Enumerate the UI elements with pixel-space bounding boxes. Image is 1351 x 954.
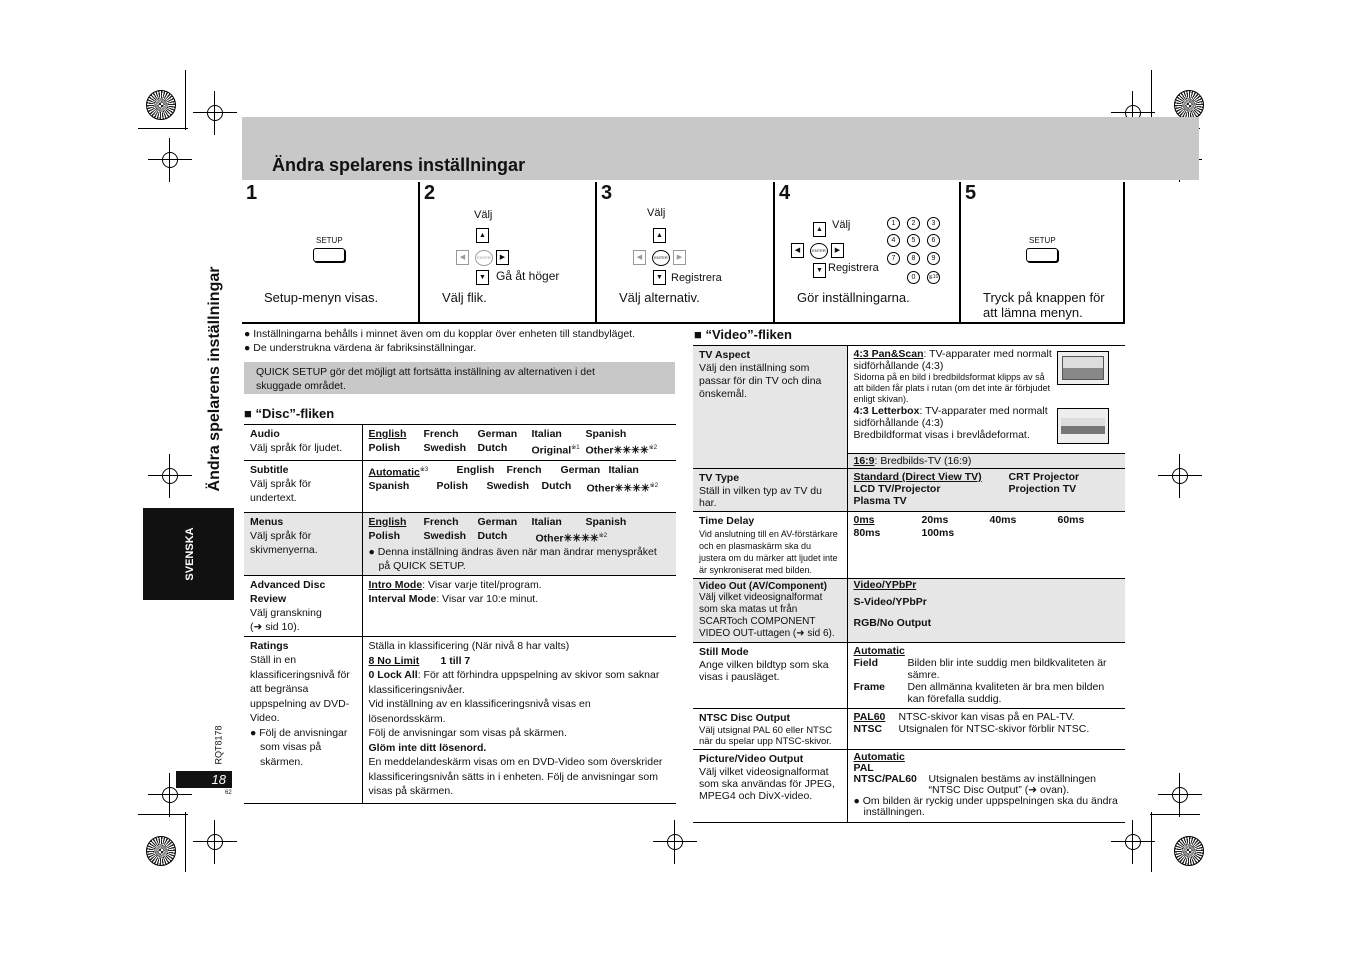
- option-value: French: [423, 428, 459, 440]
- setting-desc: Välj språk för undertext.: [250, 477, 312, 504]
- option-value: Polish: [368, 529, 401, 542]
- option-value: 8 No Limit: [368, 654, 420, 667]
- key-4-icon: 4: [887, 234, 900, 247]
- ntsc-output-row: [693, 709, 1125, 750]
- down-arrow-icon: ▼: [653, 270, 666, 285]
- setting-label: Advanced Disc: [250, 579, 326, 591]
- setup-label: SETUP: [1029, 236, 1056, 245]
- note-2: ● De understrukna värdena är fabriksinställningar.: [244, 342, 477, 354]
- option-value: Dutch: [541, 480, 572, 492]
- letterbox-illustration-icon: [1057, 408, 1109, 444]
- right-arrow-icon: ▶: [673, 250, 686, 265]
- crop-line: [138, 814, 188, 815]
- pan-scan-illustration-icon: [1057, 351, 1109, 385]
- option-value: Swedish: [423, 529, 467, 542]
- footnote-mark: ※2: [648, 445, 658, 451]
- page-sub-number: 62: [225, 790, 232, 796]
- side-label: Registrera: [828, 262, 879, 274]
- option-value: PAL: [853, 762, 874, 774]
- side-label: Gå åt höger: [496, 269, 560, 283]
- option-value: French: [423, 515, 459, 528]
- option-value: Field: [853, 657, 879, 669]
- option-value: Other✳✳✳✳: [586, 482, 650, 495]
- option-value: German: [560, 463, 601, 476]
- setting-label: Subtitle: [250, 463, 289, 476]
- down-arrow-icon: ▼: [813, 263, 826, 278]
- option-detail: Bredbildformat visas i brevlådeformat.: [853, 429, 1030, 441]
- up-arrow-icon: ▲: [653, 228, 666, 243]
- option-value: 4:3 Pan&Scan: [853, 348, 924, 360]
- key-0-icon: 0: [907, 271, 920, 284]
- setup-label: SETUP: [316, 236, 343, 245]
- footnote-mark: ※1: [571, 445, 580, 451]
- option-value: Original: [531, 444, 572, 457]
- step-4: [775, 182, 961, 324]
- option-value: German: [477, 428, 518, 440]
- step-number: 4: [779, 182, 791, 204]
- crosshair-mark: [1170, 785, 1190, 805]
- setting-desc: Välj utsignal PAL 60 eller NTSC när du spelar upp NTSC-skivor.: [699, 725, 833, 747]
- tv-aspect-row: [693, 346, 1125, 469]
- setting-desc: Välj granskning: [250, 607, 322, 619]
- crosshair-mark: [665, 832, 685, 852]
- crosshair-mark: [160, 466, 180, 486]
- crosshair-mark: [1123, 832, 1143, 852]
- option-value: Polish: [436, 480, 469, 492]
- page-header: [242, 117, 1199, 180]
- option-value: English: [368, 515, 407, 528]
- subtitle-row: [244, 460, 676, 512]
- option-value: S-Video/YPbPr: [853, 596, 927, 608]
- key-8-icon: 8: [907, 252, 920, 265]
- crop-line: [1151, 812, 1152, 872]
- left-arrow-icon: ◀: [633, 250, 646, 265]
- step-number: 5: [965, 182, 977, 204]
- option-value: 40ms: [989, 514, 1017, 526]
- option-desc: Bilden blir inte suddig men bildkvaliteten är sämre.: [907, 657, 1107, 681]
- footnote-mark: ※3: [419, 466, 429, 473]
- registration-rosette-tr: [1174, 90, 1204, 120]
- option-value: 20ms: [921, 514, 949, 526]
- video-out-row: [693, 579, 1125, 643]
- select-label: Välj: [832, 219, 851, 231]
- option-desc: : Visar var 10:e minut.: [436, 593, 539, 605]
- option-desc: : Visar varje titel/program.: [422, 579, 542, 591]
- option-value: 16:9: [853, 455, 875, 467]
- option-value: Automatic: [853, 645, 905, 657]
- option-value: Spanish: [368, 480, 410, 492]
- setup-button-icon: [1026, 248, 1058, 262]
- caption-line: att lämna menyn.: [983, 305, 1083, 320]
- crosshair-mark: [160, 785, 180, 805]
- option-desc: Utsignalen för NTSC-skivor förblir NTSC.: [898, 723, 1090, 735]
- option-detail: Sidorna på en bild i bredbildsformat klipps av så att bilden får plats i rutan (om det inte är förbjudet enligt skivan).: [853, 372, 1051, 404]
- step-1: [242, 182, 420, 324]
- left-arrow-icon: ◀: [456, 250, 469, 265]
- option-value: Spanish: [585, 515, 627, 528]
- option-value: Automatic: [368, 466, 420, 478]
- ratings-warning: Glöm inte ditt lösenord.: [368, 741, 487, 754]
- down-arrow-icon: ▼: [476, 270, 489, 285]
- step-number: 1: [246, 182, 258, 204]
- audio-row: [244, 425, 676, 461]
- setting-desc: Välj vilket videosignalformat som ska matas ut från SCARToch COMPONENT VIDEO OUT-uttagen (➜ sid 6).: [699, 592, 835, 639]
- setting-desc: Välj den inställning som passar för din TV och dina önskemål.: [699, 362, 822, 400]
- option-value: 0ms: [853, 514, 875, 526]
- option-desc: Den allmänna kvaliteten är bra men bilden kan förefalla suddig.: [907, 681, 1105, 705]
- right-arrow-icon: ▶: [831, 243, 844, 258]
- note-1: ● Inställningarna behålls i minnet även om du kopplar över enheten till standbyläget.: [244, 328, 636, 340]
- setting-label: Picture/Video Output: [699, 753, 804, 765]
- option-value: French: [506, 463, 542, 476]
- option-value: LCD TV/Projector: [853, 483, 941, 495]
- crop-line: [185, 812, 186, 872]
- option-value: Other✳✳✳✳: [535, 532, 599, 544]
- setting-desc: Ställ in en klassificeringsnivå för att begränsa uppspelning av DVD-Video.: [250, 654, 350, 724]
- option-value: Italian: [608, 463, 639, 476]
- option-desc: : Bredbilds-TV (16:9): [874, 455, 972, 467]
- option-value: Plasma TV: [853, 495, 907, 507]
- setting-label: TV Type: [699, 472, 740, 484]
- up-arrow-icon: ▲: [476, 228, 489, 243]
- option-value: 0 Lock All: [368, 669, 418, 681]
- page-title: Ändra spelarens inställningar: [272, 155, 526, 175]
- option-value: Italian: [531, 515, 562, 528]
- crop-line: [1150, 814, 1200, 815]
- select-label: Välj: [647, 207, 666, 219]
- setting-label: Ratings: [250, 640, 289, 652]
- enter-icon: ENTER: [652, 250, 670, 266]
- option-value: English: [368, 428, 407, 440]
- footnote-mark: ※2: [649, 483, 659, 489]
- step-caption: Välj flik.: [442, 290, 487, 305]
- key-10-icon: ≧10: [927, 271, 940, 284]
- key-5-icon: 5: [907, 234, 920, 247]
- setting-label: TV Aspect: [699, 349, 750, 361]
- option-value: Italian: [531, 428, 562, 440]
- tv-type-row: [693, 469, 1125, 512]
- registration-rosette-tl: [146, 90, 176, 120]
- option-desc: : För att förhindra uppspelning av skivor som saknar klassificeringsnivåer.: [368, 669, 660, 696]
- setting-desc: Vid anslutning till en AV-förstärkare och en plasmaskärm ska du justera om du märker att ljudet inte är synkroniserat med bilden.: [699, 529, 838, 575]
- step-caption: [983, 290, 1105, 320]
- step-5: [961, 182, 1125, 324]
- setting-label: Menus: [250, 515, 284, 528]
- right-arrow-icon: ▶: [496, 250, 509, 265]
- key-3-icon: 3: [927, 217, 940, 230]
- option-value: 60ms: [1057, 514, 1085, 526]
- ratings-text: Följ de anvisningar som visas på skärmen.: [368, 727, 567, 739]
- ratings-text: Vid inställning av en klassificeringsnivå visas en lösenordsskärm.: [368, 698, 591, 725]
- picture-output-row: Picture/Video Output Välj vilket videosignalformat som ska användas för JPEG, MPEG4 och DivX-video. Automatic PAL NTSC/PAL60 Utsignalen bestäms av inställningen “NTSC Disc Output” (➜ ovan). ● Om bilden är ryckig under uppspelningen ska du ändra inställningen.: [693, 750, 1125, 823]
- option-value: Dutch: [477, 529, 508, 542]
- step-caption: Gör inställningarna.: [797, 290, 910, 305]
- key-7-icon: 7: [887, 252, 900, 265]
- option-value: 1 till 7: [440, 654, 471, 667]
- setting-label: Time Delay: [699, 515, 755, 527]
- option-value: English: [456, 463, 495, 476]
- option-value: 4:3 Letterbox: [853, 405, 920, 417]
- ratings-text: En meddelandeskärm visas om en DVD-Video som överskrider klassificeringsnivån sätts in i enheten. Följ de anvisningar som visas på skärmen.: [368, 756, 663, 797]
- step-caption: Välj alternativ.: [619, 290, 700, 305]
- setting-label: Review: [250, 593, 287, 605]
- option-value: German: [477, 515, 518, 528]
- option-value: Frame: [853, 681, 886, 693]
- quick-setup-box: [244, 362, 675, 394]
- side-label: Registrera: [671, 272, 722, 284]
- option-value: Spanish: [585, 428, 627, 440]
- crosshair-mark: [205, 103, 225, 123]
- quick-setup-text: QUICK SETUP gör det möjligt att fortsätta inställning av alternativen i det: [256, 366, 595, 378]
- setting-note: Följ de anvisningar som visas på skärmen.: [259, 726, 348, 768]
- key-6-icon: 6: [927, 234, 940, 247]
- option-value: Intro Mode: [368, 579, 423, 591]
- video-settings-table: [693, 345, 1125, 823]
- disc-tab-heading: ■ “Disc”-fliken: [244, 406, 335, 421]
- option-value: Standard (Direct View TV): [853, 471, 982, 483]
- disc-settings-table: [244, 424, 676, 804]
- step-number: 3: [601, 182, 613, 204]
- side-title: Ändra spelarens inställningar: [206, 266, 223, 492]
- time-delay-row: [693, 512, 1125, 579]
- option-value: 100ms: [921, 527, 955, 539]
- language-tab: SVENSKA: [143, 508, 234, 600]
- option-value: Automatic: [853, 751, 905, 763]
- step-3: [597, 182, 775, 324]
- option-value: NTSC: [853, 723, 883, 735]
- page-number: 18: [176, 771, 232, 788]
- option-value: Video/YPbPr: [853, 579, 917, 591]
- setting-label: Still Mode: [699, 646, 749, 658]
- option-value: Interval Mode: [368, 593, 437, 605]
- up-arrow-icon: ▲: [813, 222, 826, 237]
- setting-note: Om bilden är ryckig under uppspelningen ska du ändra inställningen.: [862, 795, 1118, 818]
- review-row: [244, 576, 676, 637]
- crosshair-mark: [205, 832, 225, 852]
- left-arrow-icon: ◀: [791, 243, 804, 258]
- setting-desc: Ange vilken bildtyp som ska visas i pausläget.: [699, 659, 829, 683]
- setup-button-icon: [313, 248, 345, 262]
- crosshair-mark: [1170, 466, 1190, 486]
- crosshair-mark: [160, 150, 180, 170]
- option-desc: : TV-apparater med normalt sidförhållande (4:3): [853, 405, 1048, 429]
- setting-label: Video Out (AV/Component): [699, 581, 827, 592]
- still-mode-row: [693, 643, 1125, 709]
- setting-desc: Välj språk för skivmenyerna.: [250, 529, 318, 556]
- option-value: Dutch: [477, 442, 508, 454]
- key-1-icon: 1: [887, 217, 900, 230]
- select-label: Välj: [474, 209, 493, 221]
- footnote-mark: ※2: [598, 532, 608, 539]
- registration-rosette-br: [1174, 836, 1204, 866]
- option-desc: Utsignalen bestäms av inställningen “NTSC Disc Output” (➜ ovan).: [928, 773, 1097, 796]
- ratings-text: Ställa in klassificering (När nivå 8 har valts): [368, 640, 570, 652]
- crop-line: [138, 128, 188, 129]
- doc-code: RQT8178: [213, 725, 224, 765]
- setting-desc: Välj språk för ljudet.: [250, 442, 343, 454]
- setting-desc: Välj vilket videosignalformat som ska användas för JPEG, MPEG4 och DivX-video.: [699, 766, 835, 802]
- step-2: [420, 182, 597, 324]
- setting-desc: Ställ in vilken typ av TV du har.: [699, 485, 822, 509]
- option-value: Swedish: [423, 442, 467, 454]
- quick-setup-text: skuggade området.: [256, 380, 346, 392]
- option-value: Other✳✳✳✳: [585, 444, 649, 457]
- menus-row: Menus Välj språk för skivmenyerna. English French German Italian Spanish Polish Swedish Dutch Other✳✳✳✳$^{※2}$ ● Denna inställning ändras även när man ändrar menyspråket på QUICK SETUP.: [244, 512, 676, 576]
- option-value: 80ms: [853, 527, 881, 539]
- video-tab-heading: ■ “Video”-fliken: [694, 327, 792, 342]
- enter-icon: ENTER: [810, 243, 828, 259]
- option-desc: NTSC-skivor kan visas på en PAL-TV.: [898, 711, 1075, 723]
- option-desc: : TV-apparater med normalt sidförhållande (4:3): [853, 348, 1052, 372]
- setting-label: NTSC Disc Output: [699, 712, 790, 724]
- setting-note: Denna inställning ändras även när man ändrar menyspråket på QUICK SETUP.: [377, 546, 657, 572]
- key-2-icon: 2: [907, 217, 920, 230]
- option-value: Swedish: [486, 480, 530, 492]
- crop-line: [185, 70, 186, 130]
- option-value: PAL60: [853, 711, 886, 723]
- caption-line: Tryck på knappen för: [983, 290, 1105, 305]
- option-value: Projection TV: [1008, 483, 1077, 495]
- option-value: NTSC/PAL60: [853, 773, 917, 785]
- registration-rosette-bl: [146, 836, 176, 866]
- option-value: CRT Projector: [1008, 471, 1080, 483]
- key-9-icon: 9: [927, 252, 940, 265]
- ratings-row: Ratings Ställ in en klassificeringsnivå för att begränsa uppspelning av DVD-Video. ● Följ de anvisningar som visas på skärmen. Ställa in klassificering (När nivå 8 har valts) 8 No Limit 1 till 7 0 Lock All: För att förhindra uppspelning av skivor som saknar klassificeringsnivåer. Vid inställning av en klassificeringsnivå visas en lösenordsskärm. Följ de anvisningar som visas på skärmen. Glöm inte ditt lösenord. En meddelandeskärm visas om en DVD-Video som överskrider klassificeringsnivån sätts in i enheten. Följ de anvisningar som visas på skärmen.: [244, 637, 676, 804]
- setting-label: Audio: [250, 428, 280, 440]
- enter-icon: ENTER: [475, 250, 493, 266]
- setting-ref: (➜ sid 10).: [250, 621, 300, 633]
- step-caption: Setup-menyn visas.: [264, 290, 379, 305]
- option-value: RGB/No Output: [853, 617, 932, 629]
- option-value: Polish: [368, 442, 401, 454]
- step-number: 2: [424, 182, 436, 204]
